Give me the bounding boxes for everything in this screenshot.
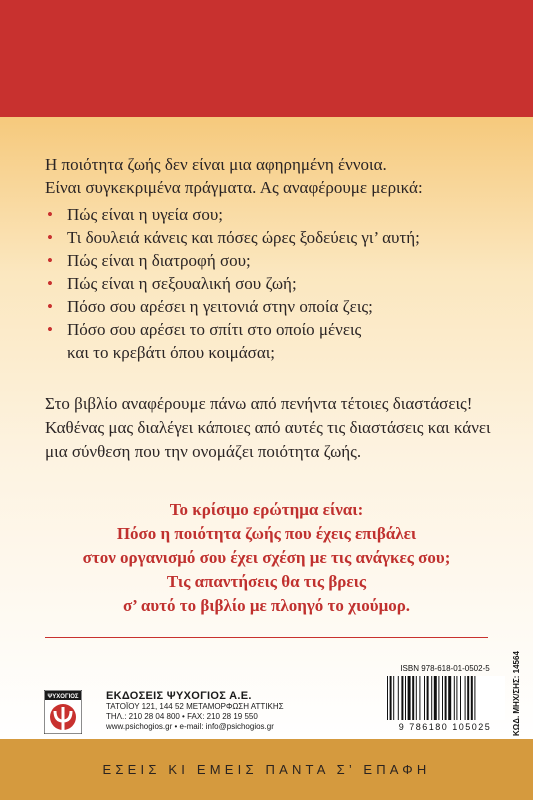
barcode-bar [424, 676, 425, 720]
barcode-bar [408, 676, 411, 720]
bullet-icon: • [47, 274, 53, 293]
logo-wordmark: ΨΥΧΟΓΙΟΣ [47, 694, 79, 700]
intro-text [45, 153, 505, 199]
barcode-block [383, 664, 507, 735]
barcode-bar [454, 676, 455, 720]
list-item: • Τι δουλειά κάνεις και πόσες ώρες ξοδεύεις γι’ αυτή; [47, 228, 420, 247]
barcode-bar [434, 676, 437, 720]
publisher-motto: ΕΣΕΙΣ ΚΙ ΕΜΕΙΣ ΠΑΝΤΑ Σ’ ΕΠΑΦΗ [102, 762, 431, 777]
question-line: Πόσο η ποιότητα ζωής που έχεις επιβάλει [116, 524, 417, 543]
publisher-address: ΤΑΤΟΪΟΥ 121, 144 52 ΜΕΤΑΜΟΡΦΩΣΗ ΑΤΤΙΚΗΣ [106, 702, 284, 711]
publisher-info [106, 690, 284, 732]
barcode-bar [442, 676, 443, 720]
barcode-bar [419, 676, 420, 720]
barcode-bar [471, 676, 473, 720]
paragraph-line: Καθένας μας διαλέγει κάποιες από αυτές τις διαστάσεις και κάνει [45, 418, 491, 437]
description-paragraph [45, 392, 515, 464]
bullet-icon: • [47, 205, 53, 224]
barcode-bar [412, 676, 414, 720]
publisher-web: www.psichogios.gr • e-mail: info@psichogios.gr [106, 722, 274, 731]
barcode-bar [474, 676, 475, 720]
barcode-bar [460, 676, 461, 720]
barcode-bar [398, 676, 399, 720]
publisher-logo [44, 690, 82, 734]
barcode-bar [401, 676, 403, 720]
barcode-bar [387, 676, 388, 720]
product-code: ΚΩΔ. ΜΗΧ/ΣΗΣ: 14564 [512, 651, 521, 736]
barcode-bar [390, 676, 392, 720]
barcode-bar [393, 676, 394, 720]
barcode-bar [456, 676, 457, 720]
intro-line: Είναι συγκεκριμένα πράγματα. Ας αναφέρουμε μερικά: [45, 178, 423, 197]
barcode-bar [448, 676, 451, 720]
bullet-icon: • [47, 297, 53, 316]
barcode-bar [405, 676, 406, 720]
question-line: Τις απαντήσεις θα τις βρεις [166, 572, 367, 591]
divider [45, 637, 488, 638]
list-item: • Πόσο σου αρέσει η γειτονιά στην οποία ζεις; [47, 297, 373, 316]
quality-list [45, 203, 505, 364]
paragraph-line: Στο βιβλίο αναφέρουμε πάνω από πενήντα τέτοιες διαστάσεις! [45, 394, 473, 413]
barcode-bars [385, 676, 505, 720]
barcode-bar [438, 676, 439, 720]
bullet-icon: • [47, 251, 53, 270]
question-line: σ’ αυτό το βιβλίο με πλοηγό το χιούμορ. [122, 596, 411, 615]
list-item: • Πώς είναι η διατροφή σου; [47, 251, 251, 270]
publisher-name: ΕΚΔΟΣΕΙΣ ΨΥΧΟΓΙΟΣ Α.Ε. [106, 690, 252, 702]
isbn-label: ISBN 978-618-01-0502-5 [400, 664, 490, 673]
top-color-band [0, 0, 533, 117]
bullet-icon: • [47, 320, 53, 339]
barcode-digits: 9 786180 105025 [398, 722, 492, 732]
bullet-icon: • [47, 228, 53, 247]
barcode-bar [465, 676, 466, 720]
barcode-bar [467, 676, 469, 720]
question-line: Το κρίσιμο ερώτημα είναι: [169, 500, 364, 519]
barcode-bar [431, 676, 432, 720]
barcode-bar [416, 676, 417, 720]
key-question [0, 498, 533, 618]
barcode-bar [445, 676, 447, 720]
list-item: • Πώς είναι η υγεία σου; [47, 205, 224, 224]
list-item: • Πώς είναι η σεξουαλική σου ζωή; [47, 274, 297, 293]
publisher-phone: ΤΗΛ.: 210 28 04 800 • FAX: 210 28 19 550 [106, 712, 258, 721]
barcode-bar [427, 676, 429, 720]
intro-line: Η ποιότητα ζωής δεν είναι μια αφηρημένη έννοια. [45, 155, 387, 174]
paragraph-line: μια σύνθεση που την ονομάζει ποιότητα ζωής. [45, 442, 362, 461]
question-line: στον οργανισμό σου έχει σχέση με τις ανάγκες σου; [82, 548, 451, 567]
list-item: • Πόσο σου αρέσει το σπίτι στο οποίο μένεις και το κρεβάτι όπου κοιμάσαι; [47, 320, 362, 362]
